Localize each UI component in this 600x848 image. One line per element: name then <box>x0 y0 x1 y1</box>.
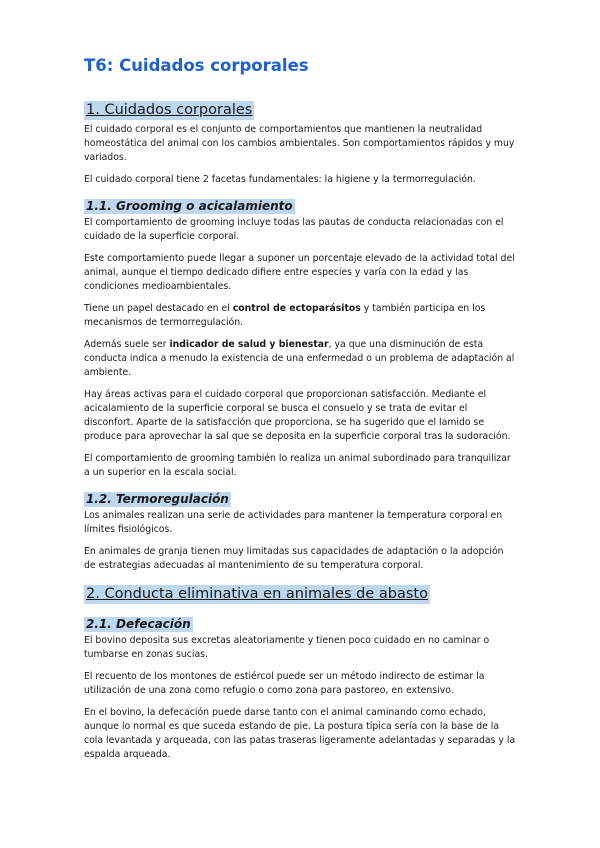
section-cuidados-corporales <box>84 99 516 573</box>
text-run: , ya que una disminución de esta conducta indica a menudo la existencia de una enfermedad o un problema de adaptación al ambiente. <box>84 339 515 378</box>
section-heading: 2. Conducta eliminativa en animales de abasto <box>86 586 428 602</box>
subsection-grooming <box>84 195 516 480</box>
document-title: T6: Cuidados corporales <box>84 56 309 75</box>
text-run: Tiene un papel destacado en el <box>84 303 233 314</box>
section-heading: 1. Cuidados corporales <box>86 102 253 118</box>
subsection-heading: 1.1. Grooming o acicalamiento <box>86 199 293 213</box>
paragraph: El comportamiento de grooming también lo realiza un animal subordinado para tranquilizar a un superior en la escala social. <box>84 453 511 478</box>
bold-text: indicador de salud y bienestar <box>169 339 329 350</box>
subsection-termoregulacion <box>84 488 516 573</box>
paragraph: El cuidado corporal tiene 2 facetas fundamentales: la higiene y la termorregulación. <box>84 174 476 185</box>
text-run: Además suele ser <box>84 339 170 350</box>
subsection-heading: 1.2. Termoregulación <box>86 492 229 506</box>
bold-text: control de ectoparásitos <box>232 303 361 314</box>
paragraph: Este comportamiento puede llegar a suponer un porcentaje elevado de la actividad total del animal, aunque el tiempo dedicado difiere entre especies y varía con la edad y las condiciones medioambientales. <box>84 253 515 292</box>
paragraph: El bovino deposita sus excretas aleatoriamente y tienen poco cuidado en no caminar o tumbarse en zonas sucias. <box>84 635 490 660</box>
section-conducta-eliminativa <box>84 583 516 762</box>
text-run: y también participa en los mecanismos de termorregulación. <box>84 303 486 328</box>
paragraph: En animales de granja tienen muy limitadas sus capacidades de adaptación o la adopción de estrategias adecuadas al mantenimiento de su temperatura corporal. <box>84 546 504 571</box>
paragraph: El cuidado corporal es el conjunto de comportamientos que mantienen la neutralidad homeostática del animal con los cambios ambientales. Son comportamientos rápidos y muy variados. <box>84 124 515 163</box>
paragraph <box>84 338 516 380</box>
paragraph: El comportamiento de grooming incluye todas las pautas de conducta relacionadas con el cuidado de la superficie corporal. <box>84 217 504 242</box>
paragraph: El recuento de los montones de estiércol puede ser un método indirecto de estimar la utilización de una zona como refugio o como zona para pastoreo, en extensivo. <box>84 671 485 696</box>
paragraph: En el bovino, la defecación puede darse tanto con el animal caminando como echado, aunque lo normal es que suceda estando de pie. La postura típica sería con la base de la cola levantada y arqueada, con las patas traseras ligeramente adelantadas y separadas y la espalda arqueada. <box>84 707 516 760</box>
subsection-defecacion <box>84 613 516 762</box>
paragraph <box>84 302 516 330</box>
paragraph: Hay áreas activas para el cuidado corporal que proporcionan satisfacción. Mediante el acicalamiento de la superficie corporal se busca el consuelo y se trata de evitar el disconfort. Aparte de la satisfacción que proporciona, se ha sugerido que el lamido se produce para aprovechar la sal que se deposita en la superficie corporal tras la sudoración. <box>84 389 511 442</box>
subsection-heading: 2.1. Defecación <box>86 617 191 631</box>
paragraph: Los animales realizan una serie de actividades para mantener la temperatura corporal en límites fisiológicos. <box>84 510 503 535</box>
